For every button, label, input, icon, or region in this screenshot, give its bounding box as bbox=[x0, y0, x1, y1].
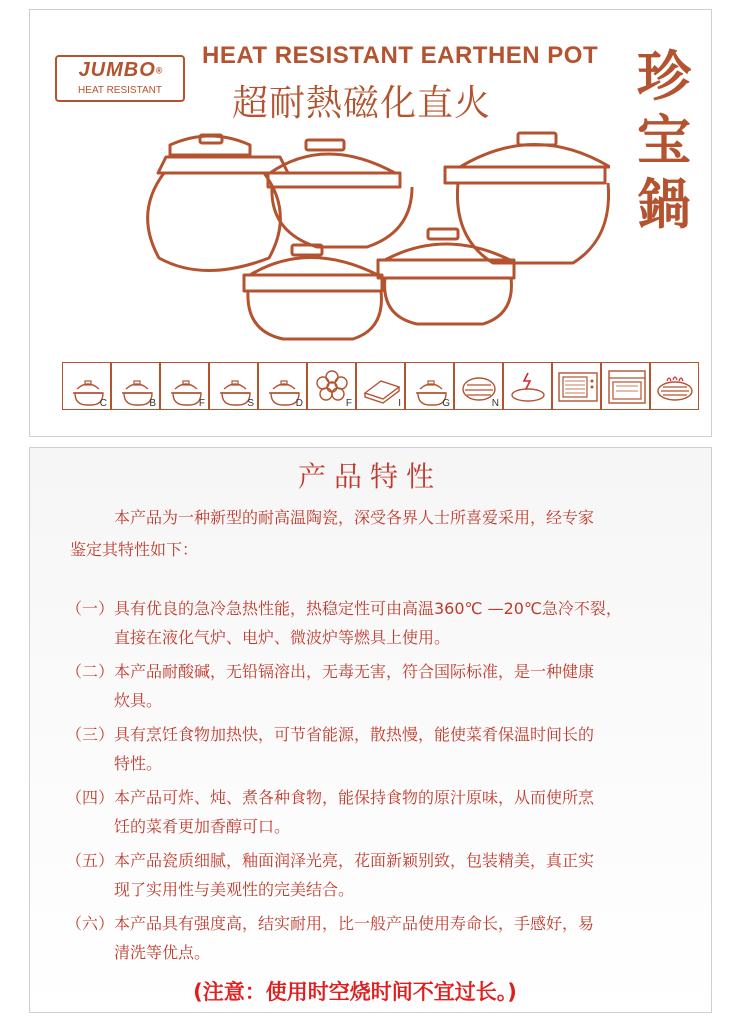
title-chinese: 超耐熱磁化直火 bbox=[232, 83, 492, 124]
usage-icon-cell bbox=[62, 362, 111, 410]
intro-line: 鉴定其特性如下： bbox=[70, 540, 199, 559]
feature-item: （一）具有优良的急冷急热性能，热稳定性可由高温360℃ —20℃急冷不裂， 直接在液化气炉、电炉、微波炉等燃具上使用。 bbox=[66, 599, 622, 647]
feature-item: （四）本产品可炸、炖、煮各种食物，能保持食物的原汁原味，从而使所烹 饪的菜肴更加香醇可口。 bbox=[66, 788, 595, 836]
features-list bbox=[66, 594, 706, 972]
title-vertical-char: 鍋 bbox=[637, 173, 691, 236]
jumbo-logo bbox=[55, 55, 185, 102]
usage-icon-letter: D bbox=[295, 398, 303, 409]
usage-icon-letter: N bbox=[491, 398, 499, 409]
usage-icon-cell bbox=[356, 362, 405, 410]
usage-icons-row bbox=[62, 362, 696, 410]
usage-icon-letter: G bbox=[442, 398, 450, 409]
feature-item: （二）本产品耐酸碱，无铅镉溶出，无毒无害，符合国际标准，是一种健康 炊具。 bbox=[66, 662, 595, 710]
usage-icon-letter: I bbox=[398, 398, 401, 409]
pots-illustration bbox=[140, 125, 610, 350]
stove-icon bbox=[504, 363, 553, 411]
gas-burner-icon bbox=[651, 363, 700, 411]
usage-icon-cell bbox=[111, 362, 160, 410]
pot-drawing bbox=[378, 229, 514, 324]
title-vertical bbox=[628, 45, 700, 237]
pot-drawing bbox=[445, 133, 610, 263]
usage-icon-cell bbox=[258, 362, 307, 410]
usage-icon-cell bbox=[405, 362, 454, 410]
usage-icon-cell bbox=[650, 362, 699, 410]
usage-icon-cell bbox=[307, 362, 356, 410]
usage-icon-cell bbox=[552, 362, 601, 410]
logo-brand: JUMBO® bbox=[78, 59, 164, 81]
logo-subtitle: HEAT RESISTANT bbox=[78, 85, 162, 96]
feature-item: （五）本产品瓷质细腻，釉面润泽光亮，花面新颖别致，包装精美，真正实 现了实用性与美观性的完美结合。 bbox=[66, 851, 595, 899]
pot-drawing bbox=[148, 135, 288, 271]
usage-icon-letter: F bbox=[198, 398, 205, 409]
title-english: HEAT RESISTANT EARTHEN POT bbox=[202, 42, 599, 69]
usage-icon-letter: B bbox=[149, 398, 156, 409]
usage-icon-cell bbox=[503, 362, 552, 410]
feature-item: （六）本产品具有强度高，结实耐用，比一般产品使用寿命长，手感好，易 清洗等优点。 bbox=[66, 914, 595, 962]
usage-icon-cell bbox=[160, 362, 209, 410]
title-vertical-char: 珍 bbox=[637, 45, 691, 108]
microwave-icon bbox=[553, 363, 602, 411]
usage-icon-letter: F bbox=[345, 398, 352, 409]
usage-icon-cell bbox=[209, 362, 258, 410]
usage-warning-note: (注意：使用时空烧时间不宜过长。) bbox=[193, 980, 517, 1004]
intro-line: 本产品为一种新型的耐高温陶瓷，深受各界人士所喜爱采用，经专家 bbox=[114, 508, 595, 527]
usage-icon-cell bbox=[454, 362, 503, 410]
usage-icon-cell bbox=[601, 362, 650, 410]
pot-drawing bbox=[268, 140, 412, 247]
intro-text bbox=[70, 502, 690, 566]
usage-icon-letter: S bbox=[247, 398, 254, 409]
feature-item: （三）具有烹饪食物加热快，可节省能源，散热慢，能使菜肴保温时间长的 特性。 bbox=[66, 725, 595, 773]
usage-icon-letter: C bbox=[99, 398, 107, 409]
oven-icon bbox=[602, 363, 651, 411]
section-title: 产品特性 bbox=[297, 460, 442, 493]
title-vertical-char: 宝 bbox=[637, 109, 691, 172]
